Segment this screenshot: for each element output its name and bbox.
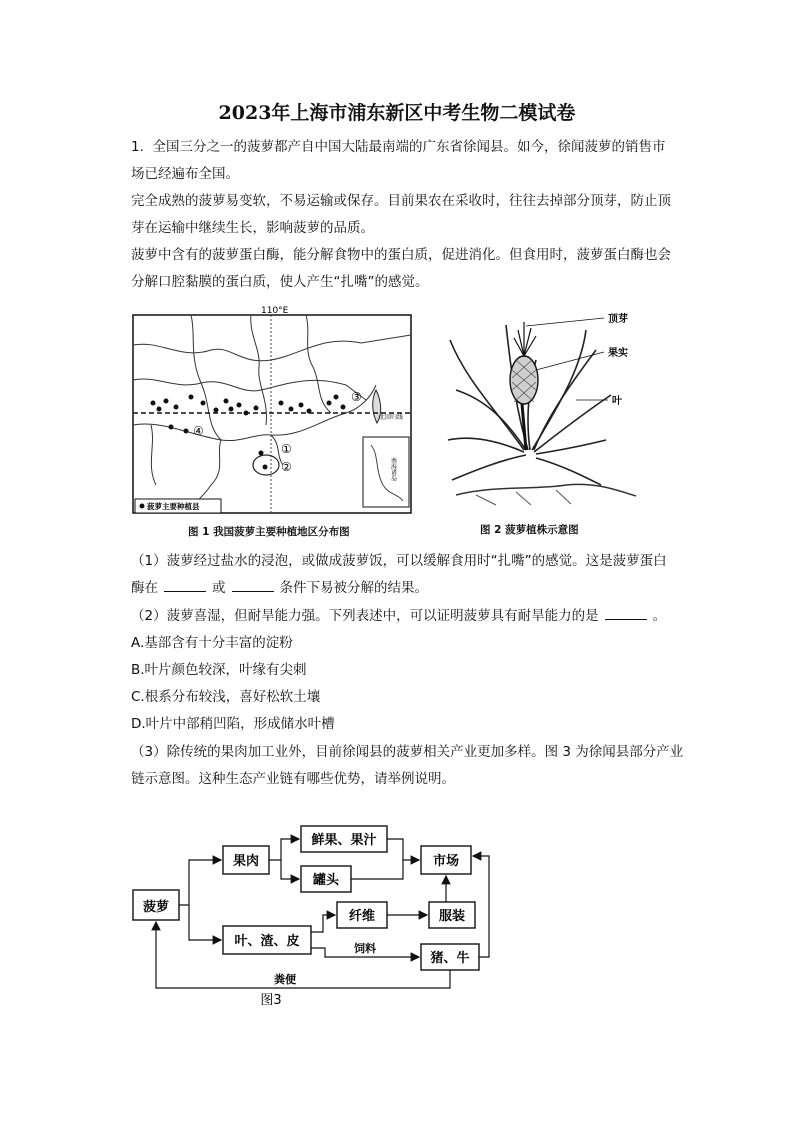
label-pulp: 果肉 [232,854,260,869]
map-graphic [131,305,413,515]
figure-3-flow [125,820,515,1010]
sub1-line: （1）菠萝经过盐水的浸泡，或做成菠萝饭，可以缓解食用时“扎嘴”的感觉。这是菠萝蛋白 [131,553,667,569]
q1-line: 场已经遍布全国。 [131,166,239,182]
option-b: B.叶片颜色较深，叶缘有尖刺 [131,662,307,678]
figure-2-plant [446,300,646,512]
sub3-line: 链示意图。这种生态产业链有哪些优势，请举例说明。 [131,771,455,787]
sub2-line [131,603,696,630]
sub3-line: （3）除传统的果肉加工业外，目前徐闻县的菠萝相关产业更加多样。图 3 为徐闻县部分产业 [131,744,684,760]
pineapple-plant-graphic [446,300,646,512]
marker-4: ④ [193,424,204,438]
figure-1-caption: 图 1 我国菠萝主要种植地区分布图 [188,526,350,538]
industry-chain-diagram [125,820,515,1010]
q1-line: 1. 全国三分之一的菠萝都产自中国大陆最南端的广东省徐闻县。如今，徐闻菠萝的销售市 [131,139,666,155]
figure-3-caption: 图3 [260,993,282,1008]
label-fruit: 果实 [608,348,628,359]
marker-2: ② [281,460,292,474]
answer-blank-2[interactable] [232,577,274,592]
option-c: C.根系分布较浅，喜好松软土壤 [131,689,321,705]
label-pineapple: 菠萝 [142,900,170,915]
label-market: 市场 [432,854,460,869]
label-top-bud: 顶芽 [608,314,628,325]
sub1-text: 或 [212,580,226,596]
q1-line: 完全成熟的菠萝易变软，不易运输或保存。目前果农在采收时，往往去掉部分顶芽，防止顶 [131,193,671,209]
label-fiber: 纤维 [348,909,376,924]
sub1-text: 酶在 [131,580,158,596]
label-can: 罐头 [312,873,340,888]
figure-2-caption: 图 2 菠萝植株示意图 [480,524,579,536]
label-leaf: 叶、渣、皮 [234,934,300,949]
label-manure: 粪便 [274,973,296,986]
label-clothes: 服装 [438,909,466,924]
label-leaf: 叶 [612,396,622,407]
sub1-line2 [131,575,696,602]
q1-line: 菠萝中含有的菠萝蛋白酶，能分解食物中的蛋白质，促进消化。但食用时，菠萝蛋白酶也会 [131,247,671,263]
option-d: D.叶片中部稍凹陷，形成储水叶槽 [131,716,335,732]
q1-line: 芽在运输中继续生长，影响菠萝的品质。 [131,220,374,236]
marker-1: ① [281,442,292,456]
sub1-text: 条件下易被分解的结果。 [279,580,428,596]
marker-3: ③ [351,390,362,404]
label-livestock: 猪、牛 [430,951,470,966]
tropic-label: 北回归线 [379,414,404,421]
longitude-label: 110°E [261,306,289,316]
q1-line: 分解口腔黏膜的蛋白质，使人产生“扎嘴”的感觉。 [131,274,429,290]
option-a: A.基部含有十分丰富的淀粉 [131,635,293,651]
answer-blank-1[interactable] [164,577,206,592]
page-title: 2023年上海市浦东新区中考生物二模试卷 [218,102,576,124]
sub2-text: （2）菠萝喜湿，但耐旱能力强。下列表述中，可以证明菠萝具有耐旱能力的是 [131,608,599,624]
label-feed: 饲料 [354,942,376,955]
answer-blank-3[interactable] [605,605,647,620]
sub2-text: 。 [652,608,667,624]
legend-label: 菠萝主要种植县 [147,502,200,511]
inset-label: 南海诸岛 [389,457,397,481]
figure-1-map [131,305,413,515]
label-fresh: 鲜果、果汁 [311,833,377,848]
